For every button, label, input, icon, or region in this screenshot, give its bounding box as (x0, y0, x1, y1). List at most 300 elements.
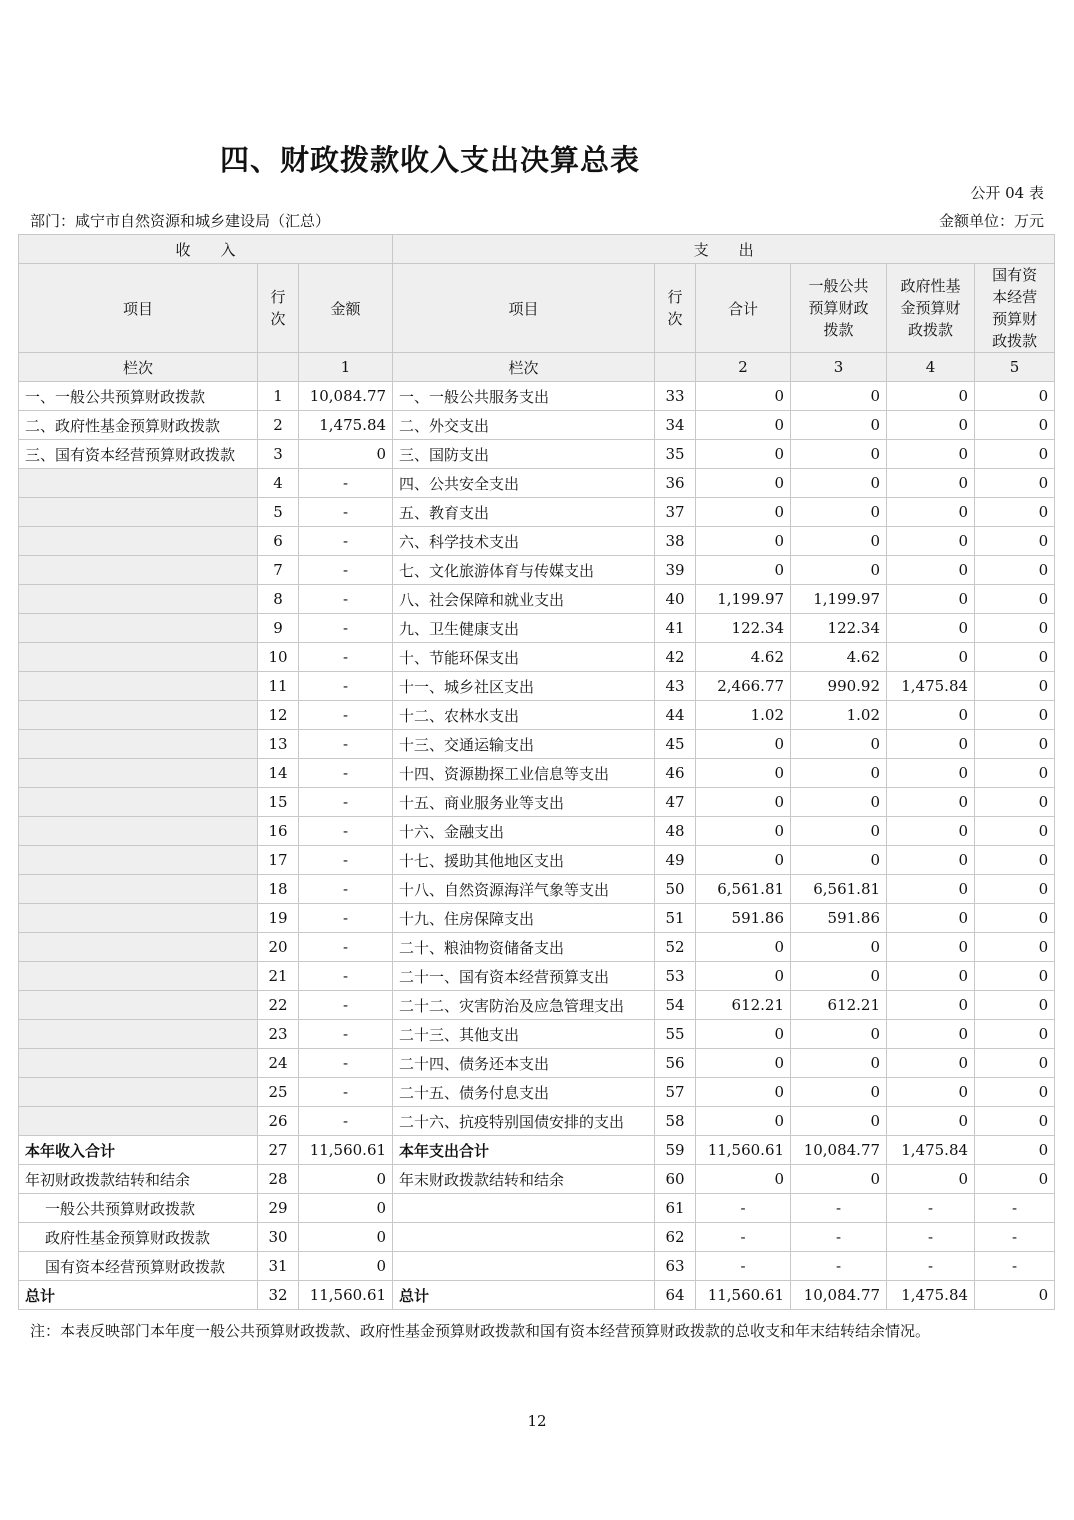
income-item (19, 469, 258, 498)
expense-line-no: 43 (655, 672, 696, 701)
gov-fund-amount: 0 (887, 382, 975, 411)
expense-total: 11,560.61 (696, 1281, 791, 1310)
expense-total: 4.62 (696, 643, 791, 672)
general-budget-amount: - (791, 1223, 887, 1252)
soe-capital-amount: 0 (975, 556, 1055, 585)
total-header: 合计 (696, 264, 791, 353)
expense-line-no: 51 (655, 904, 696, 933)
general-budget-amount: - (791, 1252, 887, 1281)
expense-item: 十四、资源勘探工业信息等支出 (393, 759, 655, 788)
income-item: 年初财政拨款结转和结余 (19, 1165, 258, 1194)
expense-total: 0 (696, 933, 791, 962)
expense-item (393, 1194, 655, 1223)
income-item (19, 672, 258, 701)
expense-line-no: 45 (655, 730, 696, 759)
expense-item: 年末财政拨款结转和结余 (393, 1165, 655, 1194)
soe-capital-amount: 0 (975, 962, 1055, 991)
expense-item: 六、科学技术支出 (393, 527, 655, 556)
income-line-no: 32 (258, 1281, 299, 1310)
soe-capital-amount: 0 (975, 933, 1055, 962)
expense-line-no: 61 (655, 1194, 696, 1223)
income-amount: - (299, 1078, 393, 1107)
income-amount: - (299, 759, 393, 788)
table-row (19, 585, 1055, 614)
general-budget-amount: 0 (791, 469, 887, 498)
income-header: 收 入 (19, 235, 393, 264)
soe-capital-amount: 0 (975, 1020, 1055, 1049)
income-item (19, 788, 258, 817)
soe-capital-amount: 0 (975, 672, 1055, 701)
gov-fund-amount: 0 (887, 440, 975, 469)
income-item (19, 1107, 258, 1136)
soe-capital-amount: 0 (975, 498, 1055, 527)
general-budget-amount: 0 (791, 498, 887, 527)
expense-item: 二、外交支出 (393, 411, 655, 440)
expense-line-no: 56 (655, 1049, 696, 1078)
table-row (19, 1136, 1055, 1165)
income-amount: - (299, 875, 393, 904)
income-amount: - (299, 730, 393, 759)
income-amount: - (299, 498, 393, 527)
soe-capital-amount: 0 (975, 904, 1055, 933)
income-line-no: 6 (258, 527, 299, 556)
income-line-no: 4 (258, 469, 299, 498)
income-amount: - (299, 614, 393, 643)
income-item (19, 556, 258, 585)
expense-total: 0 (696, 1020, 791, 1049)
expense-item (393, 1252, 655, 1281)
income-amount: - (299, 788, 393, 817)
expense-total: 0 (696, 440, 791, 469)
page-number: 12 (527, 1412, 547, 1430)
income-amount: 0 (299, 440, 393, 469)
soe-capital-amount: 0 (975, 817, 1055, 846)
general-budget-amount: - (791, 1194, 887, 1223)
income-amount: 1,475.84 (299, 411, 393, 440)
general-budget-amount: 4.62 (791, 643, 887, 672)
general-budget-amount: 0 (791, 788, 887, 817)
soe-capital-amount: 0 (975, 643, 1055, 672)
soe-capital-amount: 0 (975, 846, 1055, 875)
gov-fund-amount: 0 (887, 498, 975, 527)
gov-fund-amount: 1,475.84 (887, 1281, 975, 1310)
income-amount: - (299, 933, 393, 962)
general-budget-header (791, 264, 887, 353)
income-amount: - (299, 1049, 393, 1078)
income-item (19, 498, 258, 527)
expense-item: 十八、自然资源海洋气象等支出 (393, 875, 655, 904)
gov-fund-amount: 0 (887, 614, 975, 643)
gov-fund-amount: 0 (887, 1049, 975, 1078)
expense-col-label: 栏次 (393, 353, 655, 382)
gov-fund-amount: 0 (887, 469, 975, 498)
expense-line-no: 55 (655, 1020, 696, 1049)
expense-total: 0 (696, 1165, 791, 1194)
gov-fund-amount: 0 (887, 962, 975, 991)
income-item (19, 759, 258, 788)
expense-item: 二十一、国有资本经营预算支出 (393, 962, 655, 991)
soe-capital-amount: 0 (975, 788, 1055, 817)
general-budget-amount: 0 (791, 527, 887, 556)
expense-item: 二十二、灾害防治及应急管理支出 (393, 991, 655, 1020)
income-line-no: 12 (258, 701, 299, 730)
table-row (19, 527, 1055, 556)
soe-capital-amount: 0 (975, 440, 1055, 469)
general-budget-amount: 10,084.77 (791, 1281, 887, 1310)
general-budget-amount: 0 (791, 1020, 887, 1049)
soe-capital-amount: 0 (975, 527, 1055, 556)
income-amount: 10,084.77 (299, 382, 393, 411)
unit-label: 金额单位：万元 (938, 212, 1044, 230)
gov-fund-amount: - (887, 1194, 975, 1223)
income-amount: 0 (299, 1194, 393, 1223)
col-index-3: 3 (791, 353, 887, 382)
expense-line-no: 49 (655, 846, 696, 875)
income-line-header (258, 264, 299, 353)
income-amount: 11,560.61 (299, 1281, 393, 1310)
table-row (19, 440, 1055, 469)
table-row (19, 875, 1055, 904)
income-amount: - (299, 585, 393, 614)
soe-capital-amount: - (975, 1194, 1055, 1223)
income-amount: - (299, 701, 393, 730)
income-line-no: 24 (258, 1049, 299, 1078)
table-row (19, 1223, 1055, 1252)
expense-total: 0 (696, 759, 791, 788)
table-row (19, 730, 1055, 759)
income-line-no: 19 (258, 904, 299, 933)
income-line-no: 3 (258, 440, 299, 469)
expense-total: 0 (696, 730, 791, 759)
expense-item: 十六、金融支出 (393, 817, 655, 846)
expense-line-no: 36 (655, 469, 696, 498)
gov-fund-header (887, 264, 975, 353)
header-row-section (19, 235, 1055, 264)
expense-item: 四、公共安全支出 (393, 469, 655, 498)
table-row (19, 469, 1055, 498)
gen-h3: 拨款 (823, 321, 854, 339)
expense-total: 1.02 (696, 701, 791, 730)
income-amount: - (299, 991, 393, 1020)
income-item (19, 701, 258, 730)
expense-line-no: 37 (655, 498, 696, 527)
expense-item: 十一、城乡社区支出 (393, 672, 655, 701)
income-line-no: 22 (258, 991, 299, 1020)
gov-fund-amount: - (887, 1252, 975, 1281)
expense-line-no: 46 (655, 759, 696, 788)
gov-fund-amount: - (887, 1223, 975, 1252)
gov-fund-amount: 0 (887, 701, 975, 730)
income-line-no: 28 (258, 1165, 299, 1194)
table-row (19, 1107, 1055, 1136)
expense-total: 591.86 (696, 904, 791, 933)
income-amount: - (299, 1107, 393, 1136)
expense-total: - (696, 1194, 791, 1223)
expense-line-no: 62 (655, 1223, 696, 1252)
income-line-no: 30 (258, 1223, 299, 1252)
col-index-5: 5 (975, 353, 1055, 382)
income-col-blank (258, 353, 299, 382)
expense-total: 0 (696, 498, 791, 527)
expense-total: 0 (696, 411, 791, 440)
expense-total: 2,466.77 (696, 672, 791, 701)
expense-total: 1,199.97 (696, 585, 791, 614)
expense-line-no: 48 (655, 817, 696, 846)
gov-fund-amount: 0 (887, 643, 975, 672)
gen-h2: 预算财政 (808, 299, 869, 317)
income-amount: 0 (299, 1223, 393, 1252)
income-item (19, 904, 258, 933)
income-line-no: 11 (258, 672, 299, 701)
expense-item: 一、一般公共服务支出 (393, 382, 655, 411)
expense-line-no: 57 (655, 1078, 696, 1107)
expense-item: 二十五、债务付息支出 (393, 1078, 655, 1107)
expense-total: 0 (696, 469, 791, 498)
expense-line-no: 40 (655, 585, 696, 614)
soe-h3: 预算财 (992, 310, 1038, 328)
gov-fund-amount: 0 (887, 933, 975, 962)
table-row (19, 1194, 1055, 1223)
income-item (19, 1020, 258, 1049)
expense-total: - (696, 1252, 791, 1281)
expense-line-header-1: 行 (667, 288, 683, 306)
gov-fund-amount: 0 (887, 788, 975, 817)
income-item: 国有资本经营预算财政拨款 (19, 1252, 258, 1281)
general-budget-amount: 10,084.77 (791, 1136, 887, 1165)
gov-fund-amount: 0 (887, 846, 975, 875)
soe-h4: 政拨款 (992, 332, 1038, 350)
gov-fund-amount: 0 (887, 556, 975, 585)
income-item: 本年收入合计 (19, 1136, 258, 1165)
general-budget-amount: 0 (791, 962, 887, 991)
gov-fund-amount: 0 (887, 411, 975, 440)
soe-capital-amount: 0 (975, 875, 1055, 904)
income-item (19, 730, 258, 759)
table-row (19, 411, 1055, 440)
soe-capital-amount: - (975, 1252, 1055, 1281)
expense-item: 九、卫生健康支出 (393, 614, 655, 643)
gov-fund-amount: 0 (887, 527, 975, 556)
expense-line-no: 53 (655, 962, 696, 991)
gov-fund-amount: 0 (887, 875, 975, 904)
general-budget-amount: 0 (791, 382, 887, 411)
expense-total: 0 (696, 846, 791, 875)
gov-fund-amount: 1,475.84 (887, 1136, 975, 1165)
income-item-header: 项目 (19, 264, 258, 353)
expense-line-no: 60 (655, 1165, 696, 1194)
expense-line-no: 64 (655, 1281, 696, 1310)
table-row (19, 1049, 1055, 1078)
income-amount: - (299, 672, 393, 701)
general-budget-amount: 122.34 (791, 614, 887, 643)
general-budget-amount: 0 (791, 1049, 887, 1078)
income-line-no: 26 (258, 1107, 299, 1136)
expense-item: 二十、粮油物资储备支出 (393, 933, 655, 962)
expense-line-no: 42 (655, 643, 696, 672)
income-col-label: 栏次 (19, 353, 258, 382)
expense-item (393, 1223, 655, 1252)
income-line-no: 27 (258, 1136, 299, 1165)
expense-item: 十五、商业服务业等支出 (393, 788, 655, 817)
gov-fund-amount: 0 (887, 1078, 975, 1107)
income-line-no: 29 (258, 1194, 299, 1223)
expense-line-no: 38 (655, 527, 696, 556)
expense-line-header-2: 次 (667, 310, 683, 328)
general-budget-amount: 0 (791, 556, 887, 585)
expense-line-no: 58 (655, 1107, 696, 1136)
expense-line-no: 34 (655, 411, 696, 440)
income-line-no: 9 (258, 614, 299, 643)
expense-item: 十三、交通运输支出 (393, 730, 655, 759)
general-budget-amount: 0 (791, 1078, 887, 1107)
table-row (19, 614, 1055, 643)
general-budget-amount: 0 (791, 1107, 887, 1136)
soe-capital-amount: 0 (975, 1136, 1055, 1165)
budget-table (18, 234, 1055, 1310)
income-amount: - (299, 904, 393, 933)
income-line-no: 10 (258, 643, 299, 672)
income-item (19, 585, 258, 614)
expense-total: 11,560.61 (696, 1136, 791, 1165)
income-line-header-1: 行 (270, 288, 286, 306)
expense-total: 0 (696, 556, 791, 585)
gov-h2: 金预算财 (900, 299, 961, 317)
income-item (19, 962, 258, 991)
general-budget-amount: 612.21 (791, 991, 887, 1020)
soe-capital-amount: 0 (975, 759, 1055, 788)
income-line-no: 15 (258, 788, 299, 817)
income-line-no: 14 (258, 759, 299, 788)
expense-total: 122.34 (696, 614, 791, 643)
income-line-no: 20 (258, 933, 299, 962)
soe-capital-amount: 0 (975, 411, 1055, 440)
income-line-no: 31 (258, 1252, 299, 1281)
expense-line-header (655, 264, 696, 353)
page-title: 四、财政拨款收入支出决算总表 (220, 143, 641, 177)
soe-capital-amount: 0 (975, 701, 1055, 730)
expense-total: 0 (696, 1049, 791, 1078)
table-row (19, 991, 1055, 1020)
expense-item: 十七、援助其他地区支出 (393, 846, 655, 875)
soe-capital-amount: 0 (975, 1281, 1055, 1310)
gen-h1: 一般公共 (808, 277, 869, 295)
general-budget-amount: 0 (791, 759, 887, 788)
income-line-no: 13 (258, 730, 299, 759)
soe-h2: 本经营 (992, 288, 1038, 306)
income-amount: 11,560.61 (299, 1136, 393, 1165)
income-item (19, 933, 258, 962)
table-row (19, 1078, 1055, 1107)
income-amount: - (299, 846, 393, 875)
general-budget-amount: 0 (791, 817, 887, 846)
income-amount: - (299, 817, 393, 846)
gov-fund-amount: 0 (887, 817, 975, 846)
income-line-no: 21 (258, 962, 299, 991)
gov-fund-amount: 0 (887, 730, 975, 759)
expense-line-no: 47 (655, 788, 696, 817)
income-amount: - (299, 527, 393, 556)
gov-fund-amount: 0 (887, 991, 975, 1020)
soe-capital-amount: 0 (975, 614, 1055, 643)
income-line-no: 16 (258, 817, 299, 846)
general-budget-amount: 0 (791, 440, 887, 469)
expense-line-no: 44 (655, 701, 696, 730)
expense-total: 6,561.81 (696, 875, 791, 904)
expense-item: 二十四、债务还本支出 (393, 1049, 655, 1078)
general-budget-amount: 0 (791, 1165, 887, 1194)
income-amount: 0 (299, 1165, 393, 1194)
soe-capital-amount: 0 (975, 585, 1055, 614)
expense-line-no: 33 (655, 382, 696, 411)
income-item (19, 846, 258, 875)
general-budget-amount: 0 (791, 730, 887, 759)
income-line-no: 25 (258, 1078, 299, 1107)
soe-capital-amount: 0 (975, 730, 1055, 759)
income-amount: - (299, 556, 393, 585)
income-item (19, 527, 258, 556)
income-line-no: 5 (258, 498, 299, 527)
income-amount: - (299, 643, 393, 672)
income-line-no: 2 (258, 411, 299, 440)
income-item (19, 614, 258, 643)
col-index-2: 2 (696, 353, 791, 382)
expense-line-no: 50 (655, 875, 696, 904)
expense-item: 十、节能环保支出 (393, 643, 655, 672)
table-row (19, 672, 1055, 701)
table-note: 注：本表反映部门本年度一般公共预算财政拨款、政府性基金预算财政拨款和国有资本经营预算财政拨款的总收支和年末结转结余情况。 (30, 1322, 931, 1340)
income-item (19, 1078, 258, 1107)
expense-header: 支 出 (393, 235, 1055, 264)
expense-item: 十二、农林水支出 (393, 701, 655, 730)
table-row (19, 1252, 1055, 1281)
soe-capital-amount: 0 (975, 1107, 1055, 1136)
expense-total: 612.21 (696, 991, 791, 1020)
expense-line-no: 52 (655, 933, 696, 962)
table-row (19, 1281, 1055, 1310)
table-row (19, 1165, 1055, 1194)
expense-total: 0 (696, 527, 791, 556)
table-row (19, 904, 1055, 933)
expense-total: - (696, 1223, 791, 1252)
income-amount: 0 (299, 1252, 393, 1281)
expense-col-blank (655, 353, 696, 382)
col-index-1: 1 (299, 353, 393, 382)
soe-capital-amount: 0 (975, 1049, 1055, 1078)
income-line-no: 7 (258, 556, 299, 585)
table-row (19, 701, 1055, 730)
expense-item: 二十三、其他支出 (393, 1020, 655, 1049)
income-item: 二、政府性基金预算财政拨款 (19, 411, 258, 440)
expense-line-no: 59 (655, 1136, 696, 1165)
income-amount: - (299, 962, 393, 991)
expense-item: 二十六、抗疫特别国债安排的支出 (393, 1107, 655, 1136)
income-item (19, 991, 258, 1020)
expense-item: 十九、住房保障支出 (393, 904, 655, 933)
soe-capital-amount: 0 (975, 382, 1055, 411)
income-line-no: 17 (258, 846, 299, 875)
income-item: 三、国有资本经营预算财政拨款 (19, 440, 258, 469)
general-budget-amount: 0 (791, 411, 887, 440)
general-budget-amount: 1,199.97 (791, 585, 887, 614)
income-amount-header: 金额 (299, 264, 393, 353)
expense-item: 三、国防支出 (393, 440, 655, 469)
income-item: 总计 (19, 1281, 258, 1310)
table-row (19, 1020, 1055, 1049)
gov-fund-amount: 0 (887, 904, 975, 933)
expense-total: 0 (696, 1107, 791, 1136)
expense-line-no: 39 (655, 556, 696, 585)
soe-capital-header (975, 264, 1055, 353)
